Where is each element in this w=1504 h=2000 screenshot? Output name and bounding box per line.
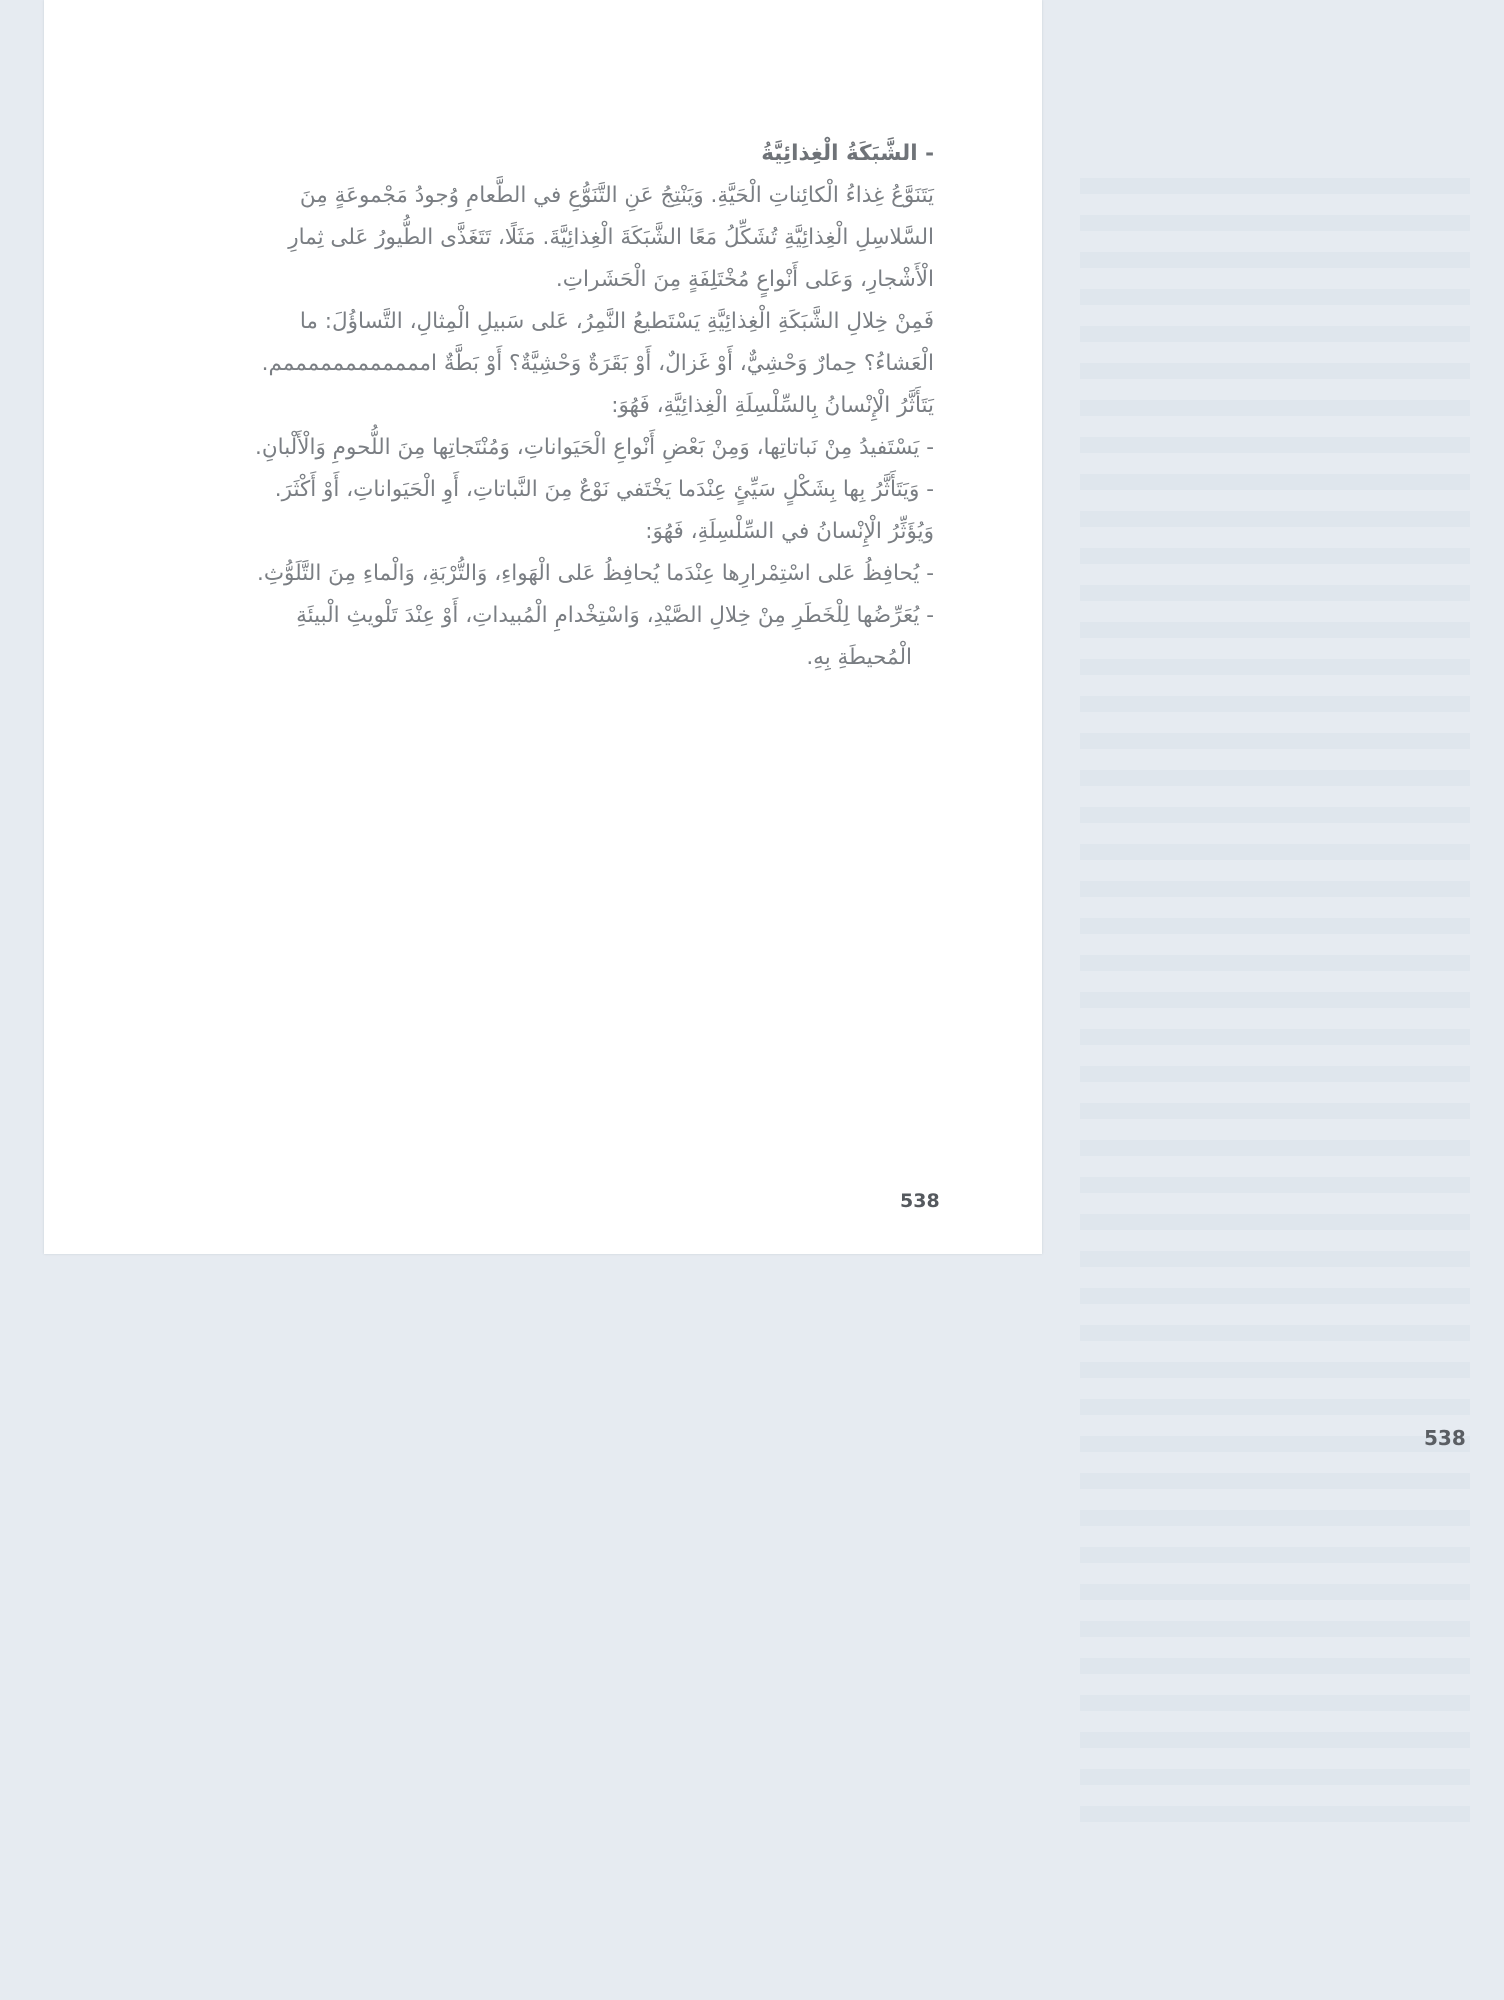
paragraph-line: وَيُؤَثِّرُ الْإِنْسانُ في السِّلْسِلَةِ، فَهُوَ: bbox=[645, 519, 934, 544]
paragraph-line: يَتَأَثَّرُ الْإِنْسانُ بِالسِّلْسِلَةِ الْغِذائِيَّةِ، فَهُوَ: bbox=[611, 393, 934, 418]
bleed-through-column bbox=[1080, 172, 1470, 1822]
paragraph-line: يَتَنَوَّعُ غِذاءُ الْكائِناتِ الْحَيَّةِ. وَيَنْتِجُ عَنِ التَّنَوُّعِ في الطَّعامِ وُجودُ مَجْموعَةٍ مِنَ bbox=[299, 183, 934, 208]
paragraph-line: الْأَشْجارِ، وَعَلى أَنْواعٍ مُخْتَلِفَةٍ مِنَ الْحَشَراتِ. bbox=[555, 267, 934, 292]
bullet-line: - يَسْتَفيدُ مِنْ نَباتاتِها، وَمِنْ بَعْضِ أَنْواعِ الْحَيَواناتِ، وَمُنْتَجاتِها مِنَ اللُّحومِ وَالْأَلْبانِ. bbox=[255, 435, 934, 460]
paragraph-line: فَمِنْ خِلالِ الشَّبَكَةِ الْغِذائِيَّةِ يَسْتَطيعُ النَّمِرُ، عَلى سَبيلِ الْمِثالِ، التَّساؤُلَ: ما bbox=[299, 309, 934, 334]
section-heading: - الشَّبَكَةُ الْغِذائِيَّةُ bbox=[761, 141, 934, 166]
pasted-page bbox=[44, 0, 1042, 1254]
bullet-line: - يُحافِظُ عَلى اسْتِمْرارِها عِنْدَما يُحافِظُ عَلى الْهَواءِ، وَالتُّرْبَةِ، وَالْماءِ مِنَ التَّلَوُّثِ. bbox=[256, 561, 934, 586]
paragraph-line: الْعَشاءُ؟ حِمارٌ وَحْشِيٌّ، أَوْ غَزالٌ، أَوْ بَقَرَةٌ وَحْشِيَّةٌ؟ أَوْ بَطَّةٌ اممممممممممممم. bbox=[261, 351, 934, 376]
bullet-line: - يُعَرِّضُها لِلْخَطَرِ مِنْ خِلالِ الصَّيْدِ، وَاسْتِخْدامِ الْمُبيداتِ، أَوْ عِنْدَ تَلْويثِ الْبيئَةِ bbox=[296, 603, 934, 628]
bullet-line: - وَيَتَأَثَّرُ بِها بِشَكْلٍ سَيِّئٍ عِنْدَما يَخْتَفي نَوْعٌ مِنَ النَّباتاتِ، أَوِ الْحَيَواناتِ، أَوْ أَكْثَرَ. bbox=[274, 477, 934, 502]
page-number: 538 bbox=[1424, 1426, 1466, 1450]
paragraph-line: السَّلاسِلِ الْغِذائِيَّةِ تُشَكِّلُ مَعًا الشَّبَكَةَ الْغِذائِيَّةَ. مَثَلًا، تَتَغَذَّى الطُّيورُ عَلى ثِمارِ bbox=[288, 225, 934, 250]
body-text bbox=[154, 133, 934, 679]
bullet-continuation: الْمُحيطَةِ بِهِ. bbox=[806, 645, 912, 670]
page-number: 538 bbox=[900, 1190, 940, 1212]
